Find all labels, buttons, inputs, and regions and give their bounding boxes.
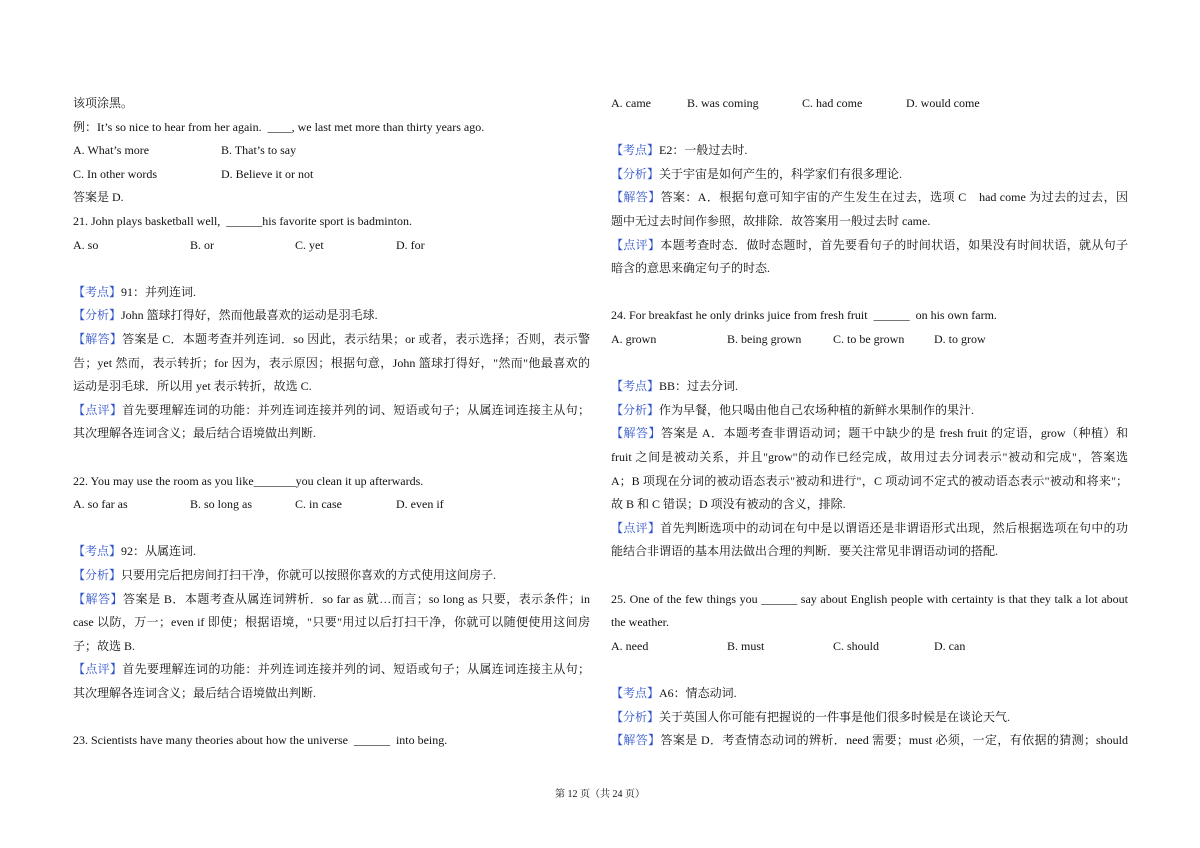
- q23-jieda-text-1: 答案：A．根据句意可知宇宙的产生发生在过去，选项 C had come 为过去的过去，因: [660, 190, 1128, 204]
- q22-stem: 22. You may use the room as you like_______you clean it up afterwards.: [73, 474, 424, 488]
- q23-jieda-line-2: 题中无过去时间作参照，故排除．故答案用一般过去时 came.: [611, 214, 931, 228]
- q21-jieda-line-3: 运动是羽毛球．所以用 yet 表示转折，故选 C.: [73, 379, 312, 393]
- jieda-label: 【解答】: [611, 733, 661, 747]
- q21-kaodian: [73, 284, 590, 300]
- dianping-label: 【点评】: [73, 403, 123, 417]
- fenxi-label: 【分析】: [611, 167, 660, 181]
- q25-stem-line-1: 25. One of the few things you ______ say about English people with certainty is that they talk a lot about: [611, 592, 1128, 606]
- q21-jieda-line-1: [73, 331, 590, 347]
- jieda-label: 【解答】: [611, 190, 661, 204]
- q24-jieda-line-4: 故 B 和 C 错误；D 项没有被动的含义，排除.: [611, 497, 846, 511]
- q25-jieda-line-1: [611, 732, 1128, 748]
- q22-fenxi-text: 只要用完后把房间打扫干净，你就可以按照你喜欢的方式使用这间房子.: [121, 568, 497, 582]
- fenxi-label: 【分析】: [73, 568, 122, 582]
- q22-dianping-line-2: 其次理解各连词含义；最后结合语境做出判断.: [73, 686, 317, 700]
- q24-stem: 24. For breakfast he only drinks juice from fresh fruit ______ on his own farm.: [611, 308, 997, 322]
- dianping-label: 【点评】: [73, 662, 123, 676]
- q21-jieda-line-2: 告；yet 然而，表示转折；for 因为，表示原因；根据句意，John 篮球打得好，"然而"他最喜欢的: [73, 356, 590, 370]
- q23-dianping-line-1: [611, 237, 1128, 253]
- q22-dianping-line-1: [73, 661, 590, 677]
- q21-dianping-line-1: [73, 402, 590, 418]
- q21-dianping-line-2: 其次理解各连词含义；最后结合语境做出判断.: [73, 426, 317, 440]
- dianping-label: 【点评】: [611, 521, 661, 535]
- dianping-label: 【点评】: [611, 238, 661, 252]
- q24-kaodian: [611, 378, 1128, 394]
- example-option-a: A. What’s more: [73, 143, 150, 157]
- q24-option-b: B. being grown: [727, 332, 802, 346]
- q23-kaodian: [611, 142, 1128, 158]
- q22-option-c: C. in case: [295, 497, 342, 511]
- q22-jieda-line-2: case 以防，万一；even if 即使；根据语境，"只要"用过以后打扫干净，你就可以随便使用这间房: [73, 615, 590, 629]
- q25-option-a: A. need: [611, 639, 649, 653]
- q24-dianping-line-2: 能结合非谓语的基本用法做出合理的判断．要关注常见非谓语动词的搭配.: [611, 544, 999, 558]
- jieda-label: 【解答】: [73, 592, 123, 606]
- example-option-b: B. That’s to say: [221, 143, 297, 157]
- q23-fenxi-text: 关于宇宙是如何产生的，科学家们有很多理论.: [659, 167, 903, 181]
- fenxi-label: 【分析】: [73, 308, 122, 322]
- q21-option-b: B. or: [190, 238, 214, 252]
- right-column: [611, 0, 1128, 848]
- fenxi-label: 【分析】: [611, 403, 660, 417]
- q24-fenxi: [611, 402, 1128, 418]
- q24-jieda-text-1: 答案是 A．本题考查非谓语动词；题干中缺少的是 fresh fruit 的定语，grow（种植）和: [660, 426, 1128, 440]
- q25-fenxi: [611, 709, 1128, 725]
- q22-jieda-line-3: 子；故选 B.: [73, 639, 136, 653]
- kaodian-label: 【考点】: [611, 379, 660, 393]
- q22-options: [73, 496, 590, 512]
- q24-jieda-line-2: fruit 之间是被动关系，并且"grow"的动作已经完成，故用过去分词表示"被动和完成"，答案选: [611, 450, 1128, 464]
- example-options-row-1: [73, 142, 590, 158]
- q21-option-c: C. yet: [295, 238, 324, 252]
- q24-dianping-text-1: 首先判断选项中的动词在句中是以谓语还是非谓语形式出现，然后根据选项在句中的功: [660, 521, 1128, 535]
- q23-dianping-line-2: 暗含的意思来确定句子的时态.: [611, 261, 771, 275]
- q22-jieda-text-1: 答案是 B．本题考查从属连词辨析．so far as 就…而言；so long as 只要，表示条件；in: [122, 592, 590, 606]
- q21-options: [73, 237, 590, 253]
- q21-option-d: D. for: [396, 238, 425, 252]
- q25-kaodian: [611, 685, 1128, 701]
- fenxi-label: 【分析】: [611, 710, 660, 724]
- example-option-c: C. In other words: [73, 167, 157, 181]
- kaodian-label: 【考点】: [611, 686, 660, 700]
- q23-option-c: C. had come: [802, 96, 863, 110]
- q24-fenxi-text: 作为早餐，他只喝由他自己农场种植的新鲜水果制作的果汁.: [659, 403, 975, 417]
- q25-kaodian-text: A6：情态动词.: [659, 686, 737, 700]
- q25-stem-line-2: the weather.: [611, 615, 669, 629]
- example-options-row-2: [73, 166, 590, 182]
- q21-jieda-text-1: 答案是 C．本题考查并列连词．so 因此，表示结果；or 或者，表示选择；否则，表示警: [122, 332, 590, 346]
- q25-option-b: B. must: [727, 639, 765, 653]
- q22-option-b: B. so long as: [190, 497, 253, 511]
- q24-options: [611, 331, 1128, 347]
- q24-option-c: C. to be grown: [833, 332, 905, 346]
- q21-option-a: A. so: [73, 238, 99, 252]
- jieda-label: 【解答】: [73, 332, 123, 346]
- example-stem: 例：It’s so nice to hear from her again. ____, we last met more than thirty years ago.: [73, 120, 485, 134]
- q24-option-a: A. grown: [611, 332, 657, 346]
- q25-fenxi-text: 关于英国人你可能有把握说的一件事是他们很多时候是在谈论天气.: [659, 710, 1011, 724]
- example-answer: 答案是 D.: [73, 190, 124, 204]
- q23-option-d: D. would come: [906, 96, 980, 110]
- q21-stem: 21. John plays basketball well, ______his favorite sport is badminton.: [73, 214, 412, 228]
- q21-fenxi: [73, 307, 590, 323]
- q22-option-d: D. even if: [396, 497, 444, 511]
- example-option-d: D. Believe it or not: [221, 167, 314, 181]
- page-number-footer: 第 12 页（共 24 页）: [555, 789, 645, 800]
- q24-kaodian-text: BB：过去分词.: [659, 379, 739, 393]
- q24-option-d: D. to grow: [934, 332, 986, 346]
- kaodian-label: 【考点】: [611, 143, 660, 157]
- q23-option-b: B. was coming: [687, 96, 759, 110]
- q23-option-a: A. came: [611, 96, 651, 110]
- left-column: [73, 0, 590, 848]
- q24-dianping-line-1: [611, 520, 1128, 536]
- q21-dianping-text-1: 首先要理解连词的功能：并列连词连接并列的词、短语或句子；从属连词连接主从句；: [122, 403, 590, 417]
- q23-fenxi: [611, 166, 1128, 182]
- q25-option-d: D. can: [934, 639, 966, 653]
- q23-jieda-line-1: [611, 189, 1128, 205]
- q21-kaodian-text: 91：并列连词.: [121, 285, 197, 299]
- q25-jieda-text-1: 答案是 D．考查情态动词的辨析．need 需要；must 必须，一定，有依据的猜测；should: [660, 733, 1128, 747]
- q23-options: [611, 95, 1128, 111]
- kaodian-label: 【考点】: [73, 544, 122, 558]
- q22-kaodian: [73, 543, 590, 559]
- q23-stem: 23. Scientists have many theories about how the universe ______ into being.: [73, 733, 448, 747]
- q22-option-a: A. so far as: [73, 497, 128, 511]
- jieda-label: 【解答】: [611, 426, 661, 440]
- q23-kaodian-text: E2：一般过去时.: [659, 143, 748, 157]
- instruction-tail: 该项涂黑。: [73, 96, 134, 110]
- q25-options: [611, 638, 1128, 654]
- q22-fenxi: [73, 567, 590, 583]
- q24-jieda-line-3: A；B 项现在分词的被动语态表示"被动和进行"，C 项动词不定式的被动语态表示"被动和将来"；: [611, 474, 1128, 488]
- q21-fenxi-text: John 篮球打得好，然而他最喜欢的运动是羽毛球.: [121, 308, 378, 322]
- q22-dianping-text-1: 首先要理解连词的功能：并列连词连接并列的词、短语或句子；从属连词连接主从句；: [122, 662, 590, 676]
- kaodian-label: 【考点】: [73, 285, 122, 299]
- q24-jieda-line-1: [611, 425, 1128, 441]
- q22-kaodian-text: 92：从属连词.: [121, 544, 197, 558]
- q23-dianping-text-1: 本题考查时态．做时态题时，首先要看句子的时间状语，如果没有时间状语，就从句子: [660, 238, 1128, 252]
- q22-jieda-line-1: [73, 591, 590, 607]
- q25-option-c: C. should: [833, 639, 880, 653]
